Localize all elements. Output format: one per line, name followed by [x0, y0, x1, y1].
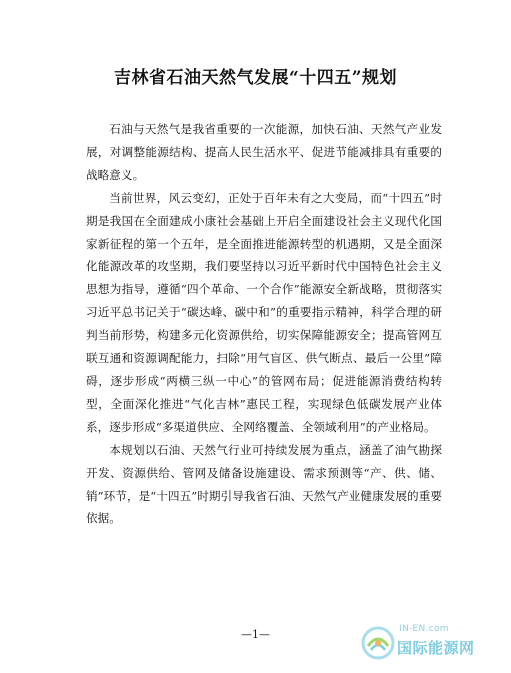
- watermark-name: 国际能源网: [397, 639, 475, 657]
- page-number: —1—: [241, 628, 270, 641]
- paragraph-scope: 本规划以石油、天然气行业可持续发展为重点，涵盖了油气勘探开发、资源供给、管网及储备设施建设、需求预测等“产、供、储、销”环节，是“十四五”时期引导我省石油、天然气产业健康发展的重要依据。: [86, 442, 442, 526]
- watermark-url: IN-EN.com: [399, 624, 449, 634]
- paragraph-context: 当前世界，风云变幻，正处于百年未有之大变局，而“十四五”时期是我国在全面建成小康社会基础上开启全面建设社会主义现代化国家新征程的第一个五年，是全面推进能源转型的机遇期，又是全面深化能源改革的攻坚期，我们要坚持以习近平新时代中国特色社会主义思想为指导，遵循“四个革命、一个合作”能源安全新战略，贯彻落实习近平总书记关于“碳达峰、碳中和”的重要指示精神，科学合理的研判当前形势，构建多元化资源供给，切实保障能源安全；提高管网互联互通和资源调配能力，扫除“用气盲区、供气断点、最后一公里”障碍，逐步形成“两横三纵一中心”的管网布局；促进能源消费结构转型，全面深化推进“气化吉林”惠民工程，实现绿色低碳发展产业体系，逐步形成“多渠道供应、全网络覆盖、全领域利用”的产业格局。: [86, 190, 442, 434]
- in-en-logo-icon: [361, 626, 395, 660]
- watermark: [361, 618, 501, 668]
- document-title: 吉林省石油天然气发展“十四五”规划: [113, 68, 398, 88]
- document-body: [86, 118, 442, 530]
- paragraph-intro: 石油与天然气是我省重要的一次能源，加快石油、天然气产业发展，对调整能源结构、提高人民生活水平、促进节能减排具有重要的战略意义。: [86, 122, 442, 182]
